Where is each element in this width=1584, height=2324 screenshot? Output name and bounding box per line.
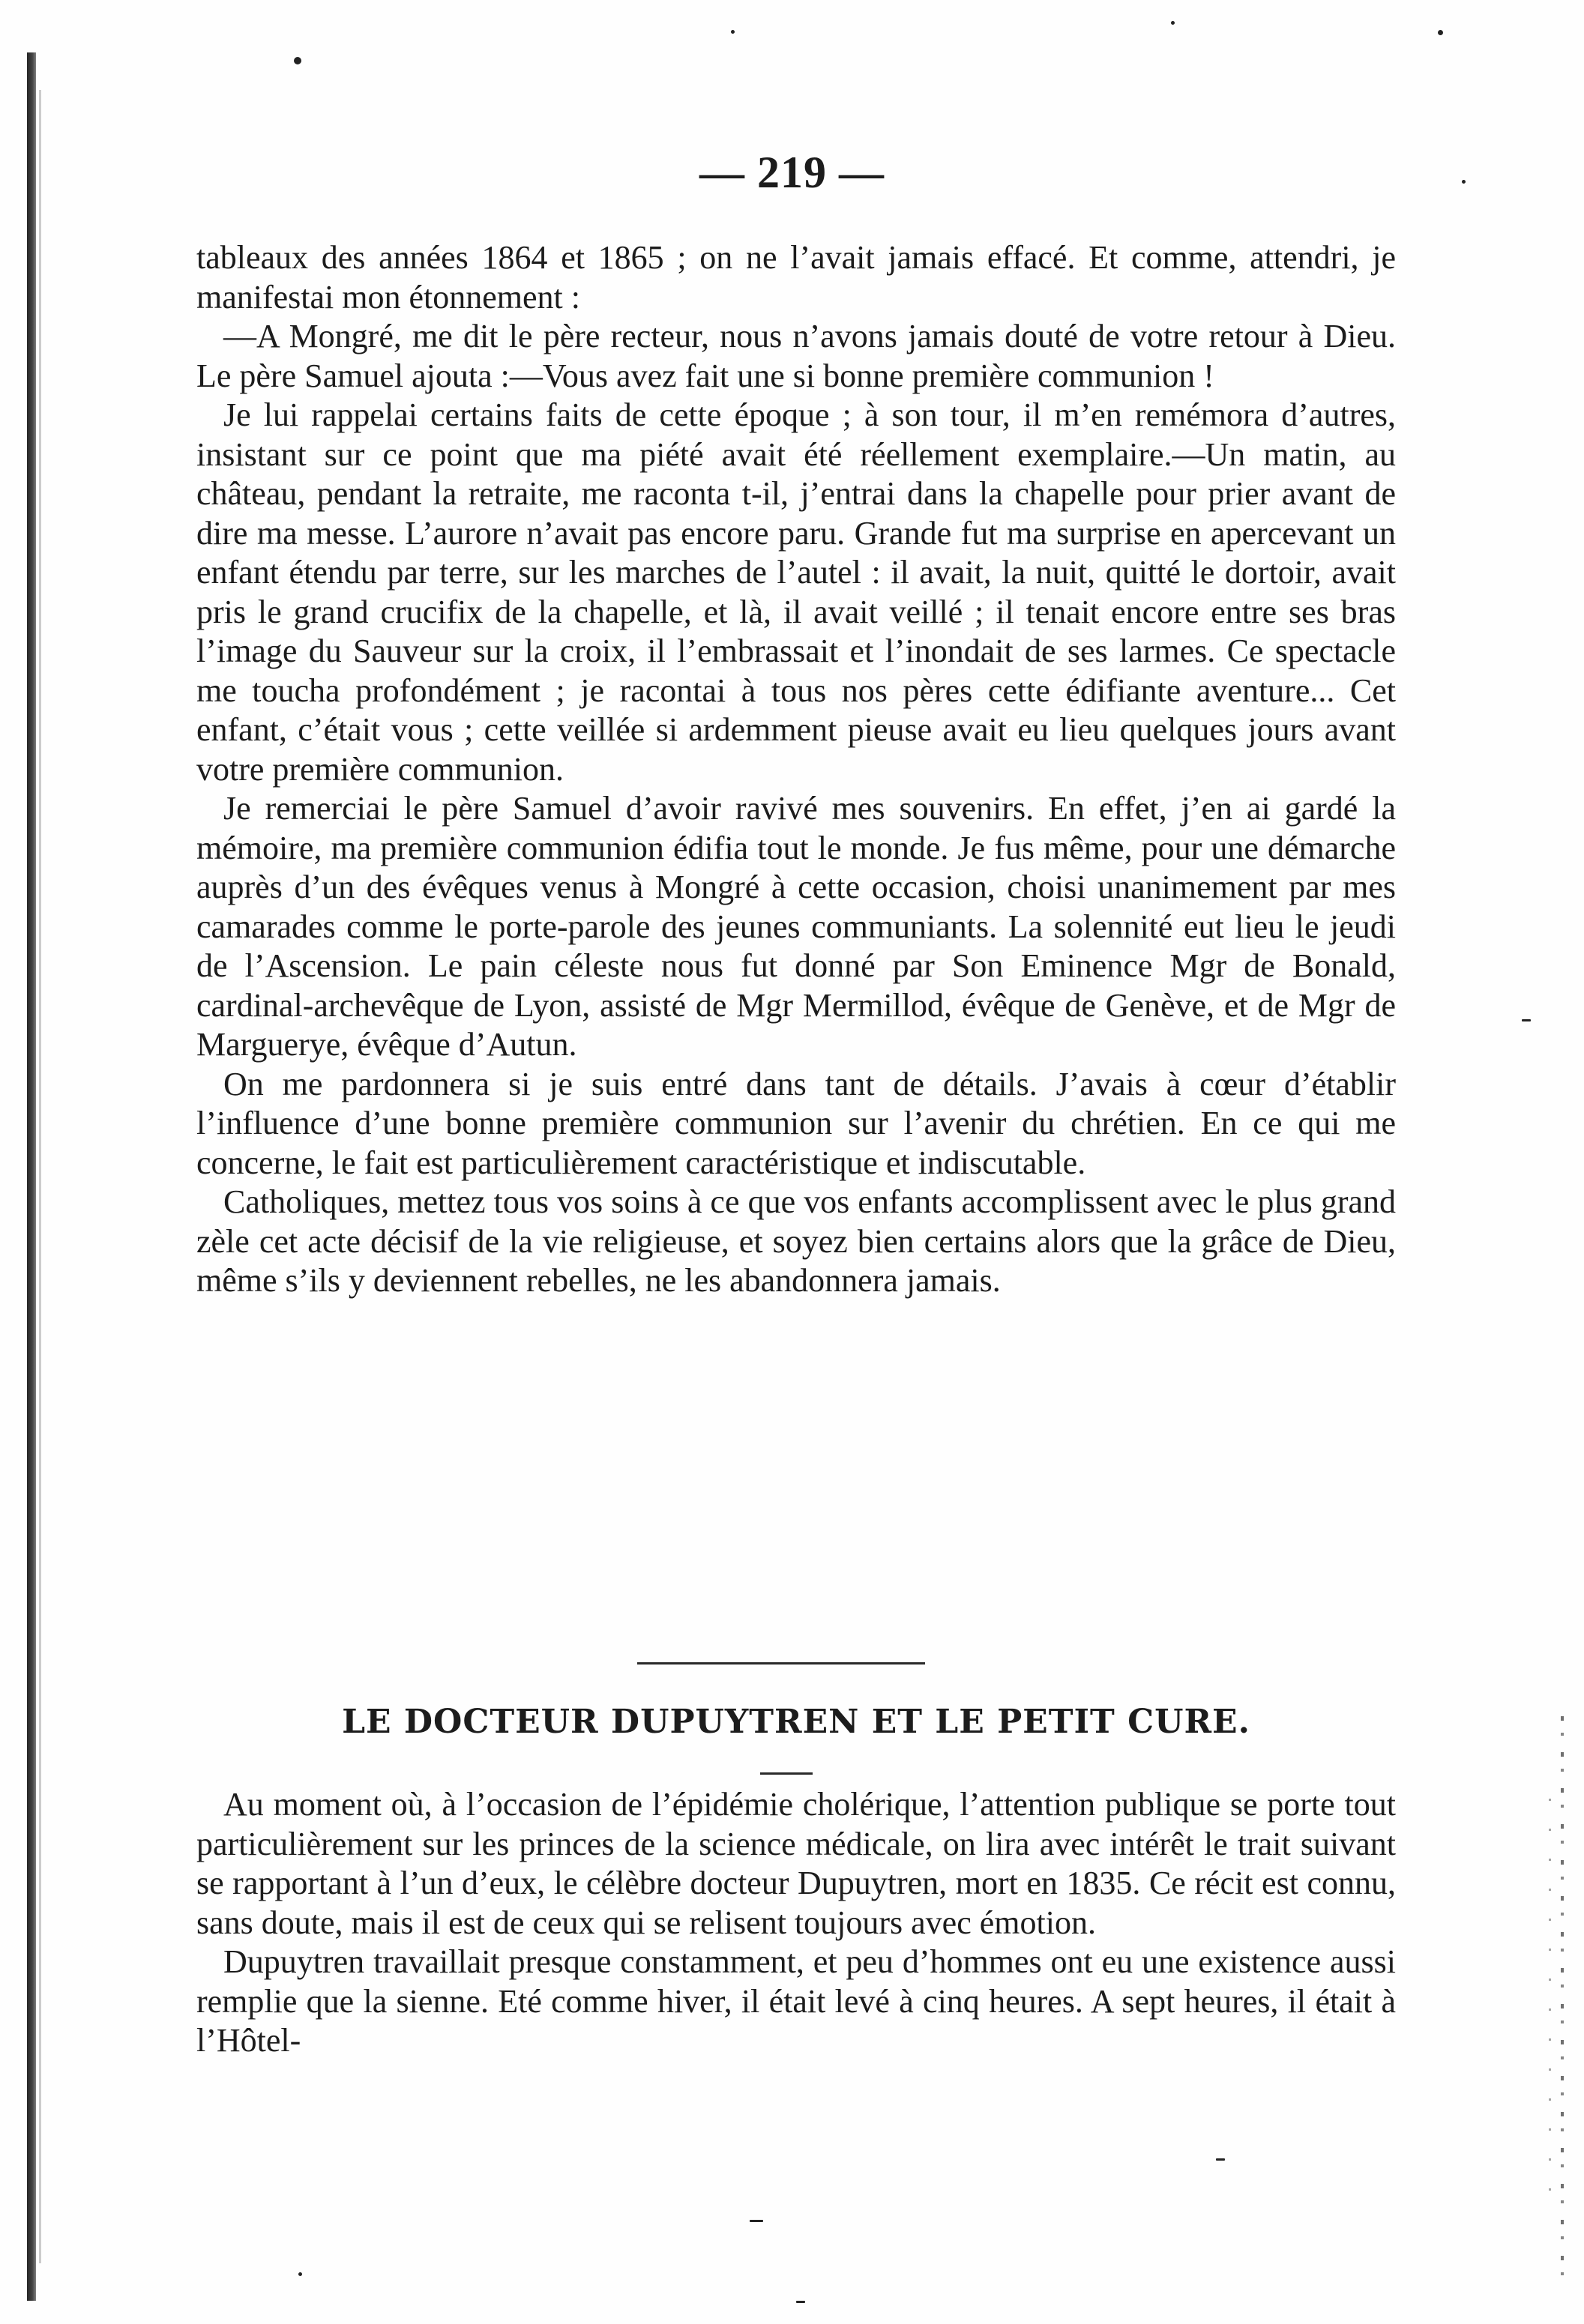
paragraph: Au moment où, à l’occasion de l’épidémie cholérique, l’attention publique se porte tout particulièrement sur les princes de la science médicale, on lira avec intérêt le trait suivant se rapportant à l’un d’eux, le célèbre docteur Dupuytren, mort en 1835. Ce récit est connu, sans doute, mais il est de ceux qui se relisent toujours avec émotion. (196, 1786, 1396, 1941)
section-divider (637, 1662, 925, 1664)
title-underline (760, 1772, 813, 1775)
margin-noise (1549, 1799, 1551, 2218)
paragraph: Je lui rappelai certains faits de cette époque ; à son tour, il m’en remémora d’autres, insistant sur ce point que ma piété avait été réellement exemplaire.—Un matin, au château, pendant la retraite, me raconta t-il, j’entrai dans la chapelle pour prier avant de dire ma messe. L’aurore n’avait pas encore paru. Grande fut ma surprise en apercevant un enfant étendu par terre, sur les marches de l’autel : il avait, la nuit, quitté le dortoir, avait pris le grand crucifix de la chapelle, et là, il avait veillé ; il tenait encore entre ses bras l’image du Sauveur sur la croix, il l’embrassait et l’inondait de ses larmes. Ce spectacle me toucha profondément ; je racontai à tous nos pères cette édifiante aventure... Cet enfant, c’était vous ; cette veillée si ardemment pieuse avait eu lieu quelques jours avant votre première communion. (196, 396, 1396, 788)
page-number: — 219 — (699, 148, 885, 197)
margin-noise (1561, 1716, 1564, 2286)
paragraph: Catholiques, mettez tous vos soins à ce que vos enfants accomplissent avec le plus grand zèle cet acte décisif de la vie religieuse, et soyez bien certains alors que la grâce de Dieu, même s’ils y deviennent rebelles, ne les abandonnera jamais. (196, 1183, 1396, 1299)
section-text (196, 1785, 1396, 2061)
speck (796, 2301, 805, 2303)
speck (1216, 2158, 1225, 2161)
speck (1171, 21, 1175, 25)
speck (298, 2272, 302, 2276)
scan-edge-line (39, 90, 41, 2263)
paragraph: —A Mongré, me dit le père recteur, nous n’avons jamais douté de votre retour à Dieu. Le père Samuel ajouta :—Vous avez fait une si bonne première communion ! (196, 318, 1396, 394)
scan-edge-shadow (27, 52, 36, 2301)
paragraph: Dupuytren travaillait presque constamment, et peu d’hommes ont eu une existence aussi remplie que la sienne. Eté comme hiver, il était levé à cinq heures. A sept heures, il était à l’Hôtel- (196, 1943, 1396, 2059)
paragraph: On me pardonnera si je suis entré dans tant de détails. J’avais à cœur d’établir l’influence d’une bonne première communion sur l’avenir du chrétien. En ce qui me concerne, le fait est particulièrement caractéristique et indiscutable. (196, 1065, 1396, 1181)
speck (1438, 30, 1443, 35)
paragraph: Je remerciai le père Samuel d’avoir ravivé mes souvenirs. En effet, j’en ai gardé la mémoire, ma première communion édifia tout le monde. Je fus même, pour une démarche auprès d’un des évêques venus à Mongré à cette occasion, choisi unanimement par mes camarades comme le porte-parole des jeunes communiants. La solennité eut lieu le jeudi de l’Ascension. Le pain céleste nous fut donné par Son Eminence Mgr de Bonald, cardinal-archevêque de Lyon, assisté de Mgr Mermillod, évêque de Genève, et de Mgr de Marguerye, évêque d’Autun. (196, 790, 1396, 1063)
speck (731, 30, 735, 34)
speck (1522, 1019, 1531, 1021)
section-title: LE DOCTEUR DUPUYTREN ET LE PETIT CURE. (342, 1703, 1250, 1741)
speck (294, 57, 301, 64)
main-text (196, 238, 1396, 1301)
speck (750, 2220, 763, 2222)
paragraph: tableaux des années 1864 et 1865 ; on ne l’avait jamais effacé. Et comme, attendri, je manifestai mon étonnement : (196, 239, 1396, 316)
